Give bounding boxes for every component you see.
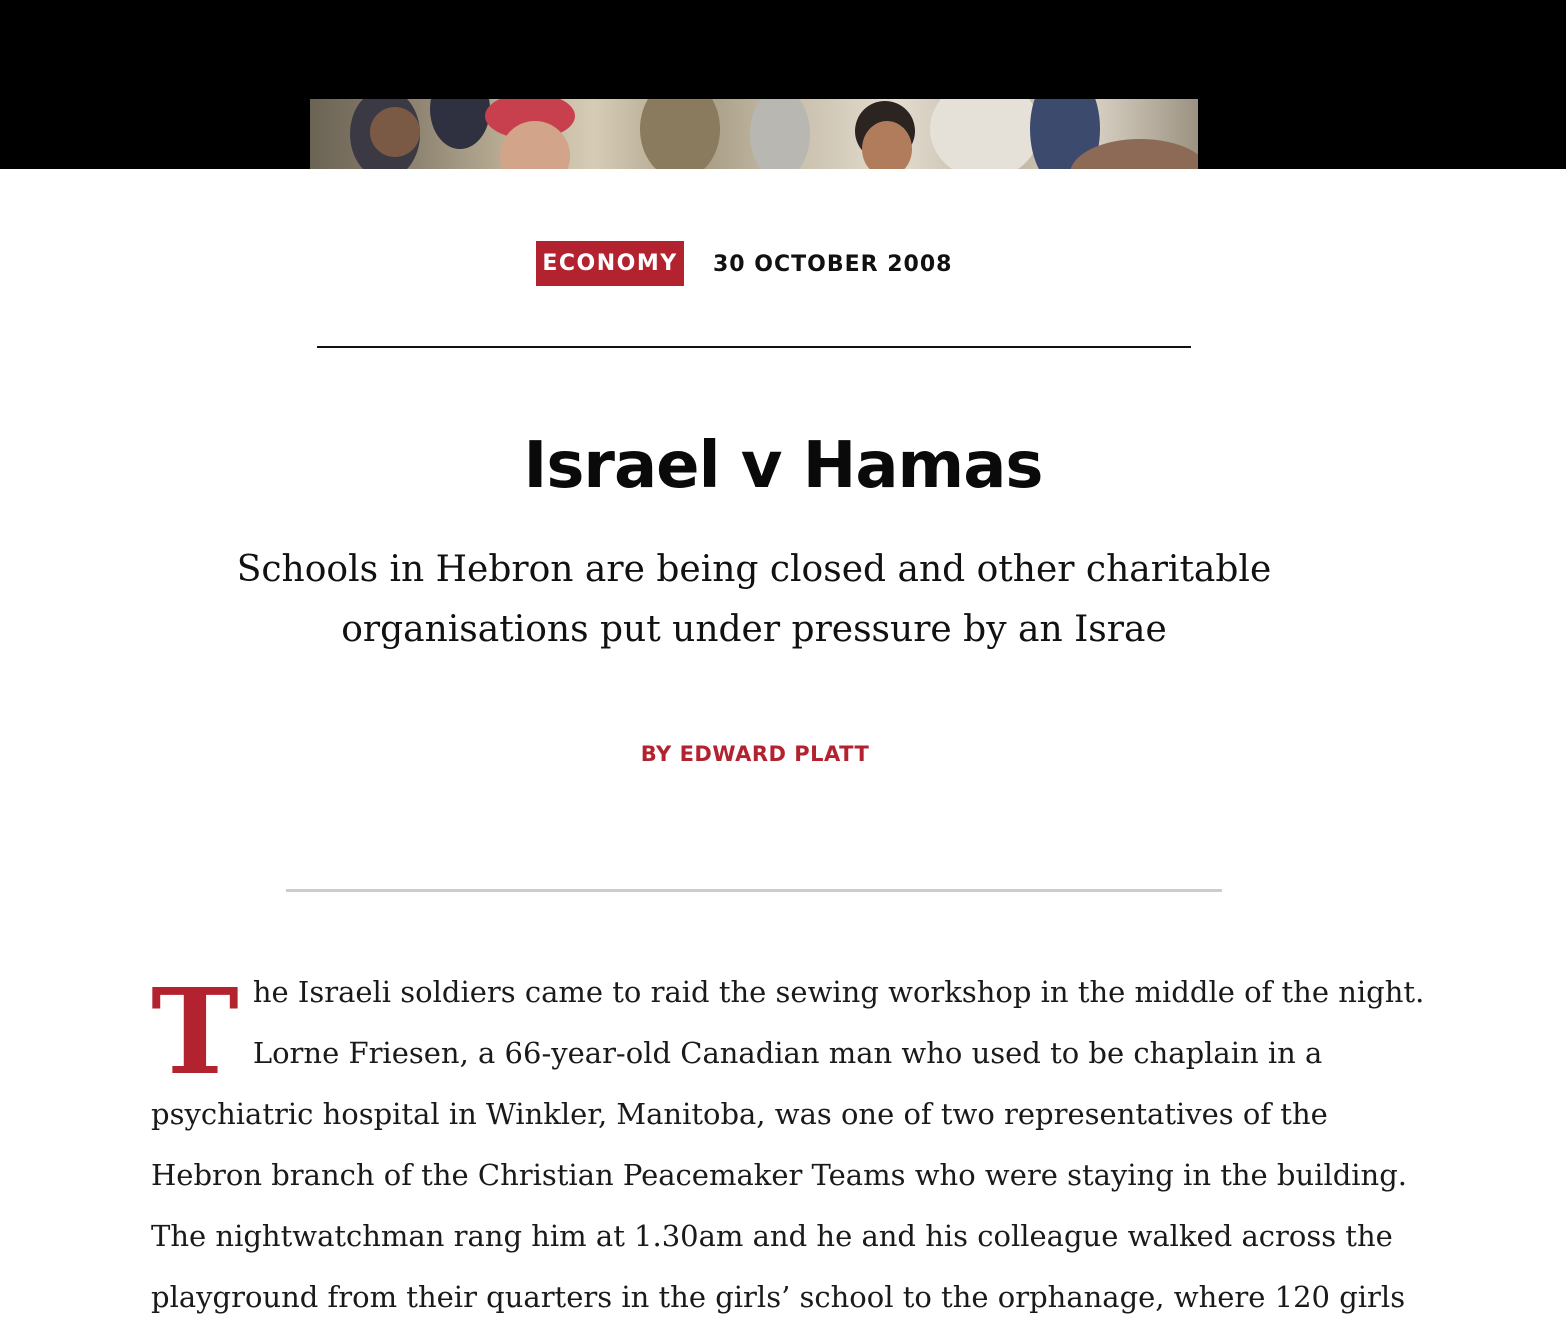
divider-bottom: [286, 889, 1222, 892]
article-meta: [0, 241, 1566, 286]
body-paragraph: he Israeli soldiers came to raid the sewing workshop in the middle of the night. Lorne Friesen, a 66-year-old Canadian man who used to be chaplain in a psychiatric hospital in Winkler, Manitoba, was one of two representatives of the Hebron branch of the Christian Peacemaker Teams who were staying in the building. The nightwatchman rang him at 1.30am and he and his colleague walked across the playground from their quarters in the girls’ school to the orphanage, where 120 girls: [151, 975, 1425, 1314]
hero-image: [310, 99, 1198, 169]
byline-container: [0, 736, 1510, 772]
article-body: [151, 962, 1441, 1328]
article-standfirst: Schools in Hebron are being closed and other charitable organisations put under pressure by an Israe: [236, 549, 1272, 650]
author-byline[interactable]: BY EDWARD PLATT: [640, 742, 870, 766]
header-band: [0, 0, 1566, 169]
drop-cap: T: [151, 962, 239, 1101]
article-headline: Israel v Hamas: [523, 429, 1043, 503]
divider-top: [317, 346, 1191, 348]
category-tag[interactable]: ECONOMY: [536, 241, 684, 286]
publish-date: 30 OCTOBER 2008: [713, 252, 953, 277]
